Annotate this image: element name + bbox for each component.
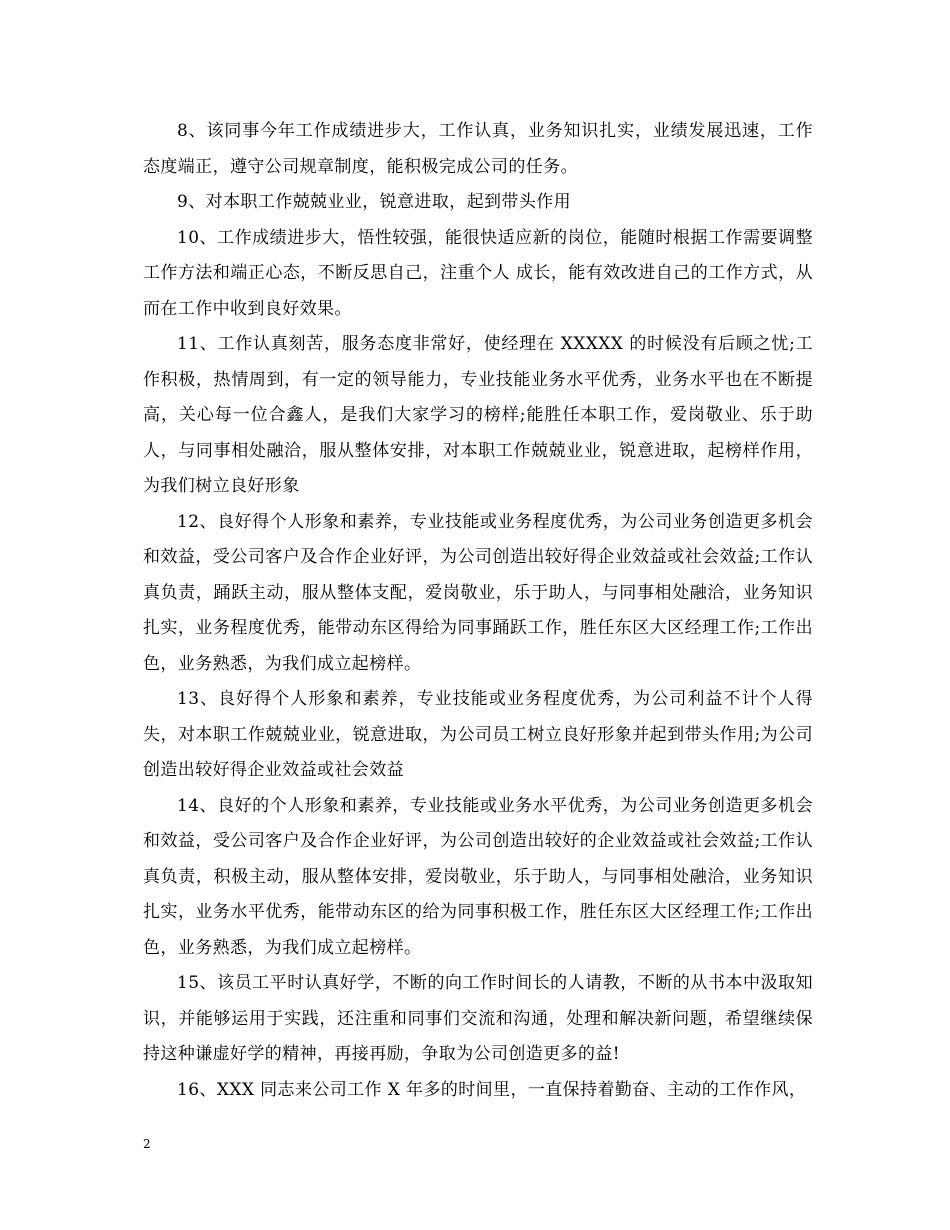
page-number: 2 [143, 1137, 151, 1151]
paragraph-15: 15、该员工平时认真好学，不断的向工作时间长的人请教，不断的从书本中汲取知识，并能够运用于实践，还注重和同事们交流和沟通，处理和解决新问题，希望继续保持这种谦虚好学的精神，再接再励，争取为公司创造更多的益! [143, 973, 813, 1064]
paragraph-10: 10、工作成绩进步大，悟性较强，能很快适应新的岗位，能随时根据工作需要调整工作方法和端正心态，不断反思自己，注重个人 成长，能有效改进自己的工作方式，从而在工作中收到良好效果。 [143, 227, 813, 319]
paragraph-16: 16、XXX 同志来公司工作 X 年多的时间里，一直保持着勤奋、主动的工作作风， [177, 1079, 807, 1100]
paragraph-11: 11、工作认真刻苦，服务态度非常好，使经理在 XXXXX 的时候没有后顾之忧;工作积极，热情周到，有一定的领导能力，专业技能业务水平优秀，业务水平也在不断提高，关心每一位合鑫人，是我们大家学习的榜样;能胜任本职工作，爱岗敬业、乐于助人，与同事相处融洽，服从整体安排，对本职工作兢兢业业，锐意进取，起榜样作用，为我们树立良好形象 [143, 334, 813, 496]
paragraph-13: 13、良好得个人形象和素养，专业技能或业务程度优秀，为公司利益不计个人得失，对本职工作兢兢业业，锐意进取，为公司员工树立良好形象并起到带头作用;为公司创造出较好得企业效益或社会效益 [143, 689, 813, 780]
paragraph-12: 12、良好得个人形象和素养，专业技能或业务程度优秀，为公司业务创造更多机会和效益，受公司客户及合作企业好评，为公司创造出较好得企业效益或社会效益;工作认真负责，踊跃主动，服从整体支配，爱岗敬业，乐于助人，与同事相处融洽，业务知识扎实，业务程度优秀，能带动东区得给为同事踊跃工作，胜任东区大区经理工作;工作出色，业务熟悉，为我们成立起榜样。 [143, 511, 813, 674]
paragraph-8: 8、该同事今年工作成绩进步大，工作认真，业务知识扎实，业绩发展迅速，工作态度端正，遵守公司规章制度，能积极完成公司的任务。 [143, 121, 813, 177]
paragraph-9: 9、对本职工作兢兢业业，锐意进取，起到带头作用 [177, 192, 572, 212]
document-body [143, 114, 813, 1108]
paragraph-14: 14、良好的个人形象和素养，专业技能或业务水平优秀，为公司业务创造更多机会和效益，受公司客户及合作企业好评，为公司创造出较好的企业效益或社会效益;工作认真负责，积极主动，服从整体安排，爱岗敬业，乐于助人，与同事相处融洽，业务知识扎实，业务水平优秀，能带动东区的给为同事积极工作，胜任东区大区经理工作;工作出色，业务熟悉，为我们成立起榜样。 [143, 795, 813, 958]
